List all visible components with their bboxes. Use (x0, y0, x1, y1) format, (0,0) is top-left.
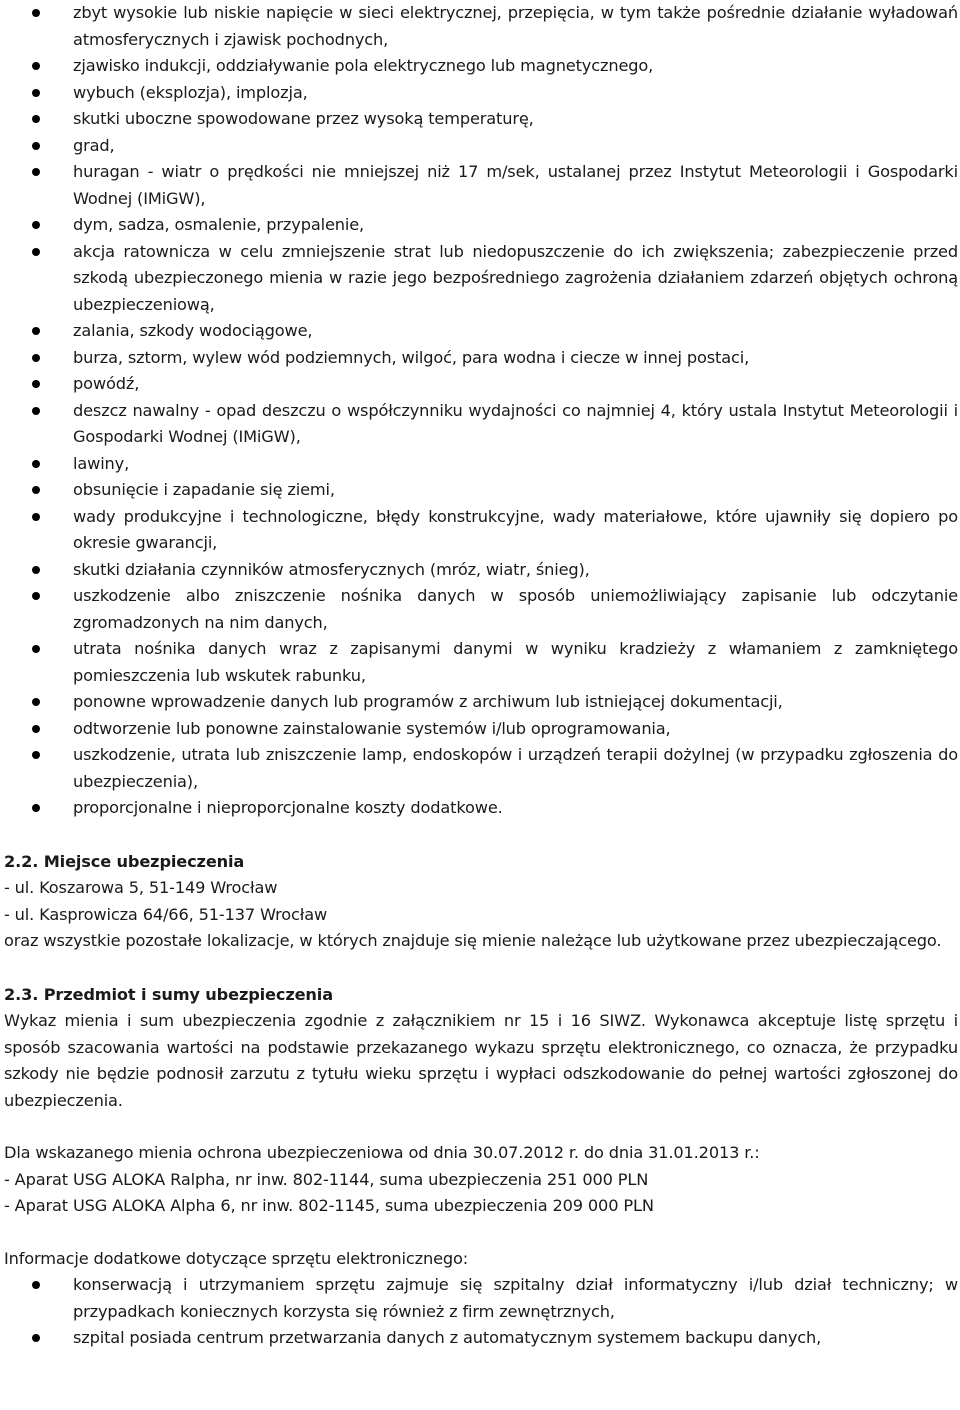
list-item: burza, sztorm, wylew wód podziemnych, wilgoć, para wodna i ciecze w innej postaci, (4, 345, 960, 372)
list-item: proporcjonalne i nieproporcjonalne koszty dodatkowe. (4, 795, 960, 822)
list-item: utrata nośnika danych wraz z zapisanymi danymi w wyniku kradzieży z włamaniem z zamkniętego pomieszczenia lub wskutek rabunku, (4, 636, 960, 689)
list-item: konserwacją i utrzymaniem sprzętu zajmuje się szpitalny dział informatyczny i/lub dział techniczny; w przypadkach koniecznych korzysta się również z firm zewnętrznych, (4, 1272, 960, 1325)
address-line: - ul. Koszarowa 5, 51-149 Wrocław (4, 878, 278, 897)
list-item: odtworzenie lub ponowne zainstalowanie systemów i/lub oprogramowania, (4, 716, 960, 743)
list-item: akcja ratownicza w celu zmniejszenie strat lub niedopuszczenie do ich zwiększenia; zabezpieczenie przed szkodą ubezpieczonego mienia w razie jego bezpośredniego zagrożenia działaniem zdarzeń objętych ochroną ubezpieczeniową, (4, 239, 960, 319)
list-item: wady produkcyjne i technologiczne, błędy konstrukcyjne, wady materiałowe, które ujawniły się dopiero po okresie gwarancji, (4, 504, 960, 557)
electronic-info-list (4, 1272, 960, 1352)
section-heading-location: 2.2. Miejsce ubezpieczenia (4, 851, 245, 871)
list-item: dym, sadza, osmalenie, przypalenie, (4, 212, 960, 239)
electronic-info-heading: Informacje dodatkowe dotyczące sprzętu elektronicznego: (4, 1248, 469, 1268)
insured-item: - Aparat USG ALOKA Ralpha, nr inw. 802-1144, suma ubezpieczenia 251 000 PLN (4, 1169, 649, 1189)
list-item: zalania, szkody wodociągowe, (4, 318, 960, 345)
other-locations-text: oraz wszystkie pozostałe lokalizacje, w których znajduje się mienie należące lub użytkowane przez ubezpieczającego. (4, 931, 942, 950)
list-item: powódź, (4, 371, 960, 398)
spacer (4, 822, 960, 849)
spacer (4, 1220, 960, 1246)
list-item: ponowne wprowadzenie danych lub programów z archiwum lub istniejącej dokumentacji, (4, 689, 960, 716)
list-item: wybuch (eksplozja), implozja, (4, 80, 960, 107)
list-item: uszkodzenie albo zniszczenie nośnika danych w sposób uniemożliwiający zapisanie lub odczytanie zgromadzonych na nim danych, (4, 583, 960, 636)
list-item: lawiny, (4, 451, 960, 478)
risks-list (4, 0, 960, 822)
spacer (4, 1114, 960, 1140)
list-item: szpital posiada centrum przetwarzania danych z automatycznym systemem backupu danych, (4, 1325, 960, 1352)
address-line: - ul. Kasprowicza 64/66, 51-137 Wrocław (4, 904, 328, 924)
list-item: uszkodzenie, utrata lub zniszczenie lamp, endoskopów i urządzeń terapii dożylnej (w przypadku zgłoszenia do ubezpieczenia), (4, 742, 960, 795)
subject-intro-text: Wykaz mienia i sum ubezpieczenia zgodnie z załącznikiem nr 15 i 16 SIWZ. Wykonawca akceptuje listę sprzętu i sposób szacowania wartości na podstawie przekazanego wykazu sprzętu elektronicznego, co oznacza, że przypadku szkody nie będzie podnosił zarzutu z tytułu wieku sprzętu i wypłaci odszkodowanie do pełnej wartości zgłoszonej do ubezpieczenia. (4, 1011, 958, 1110)
period-line: Dla wskazanego mienia ochrona ubezpieczeniowa od dnia 30.07.2012 r. do dnia 31.01.2013 r.: (4, 1143, 760, 1162)
section-heading-subject: 2.3. Przedmiot i sumy ubezpieczenia (4, 984, 333, 1004)
list-item: zjawisko indukcji, oddziaływanie pola elektrycznego lub magnetycznego, (4, 53, 960, 80)
list-item: skutki działania czynników atmosferycznych (mróz, wiatr, śnieg), (4, 557, 960, 584)
list-item: zbyt wysokie lub niskie napięcie w sieci elektrycznej, przepięcia, w tym także pośrednie działanie wyładowań atmosferycznych i zjawisk pochodnych, (4, 0, 960, 53)
insured-item: - Aparat USG ALOKA Alpha 6, nr inw. 802-1145, suma ubezpieczenia 209 000 PLN (4, 1196, 654, 1215)
list-item: grad, (4, 133, 960, 160)
list-item: deszcz nawalny - opad deszczu o współczynniku wydajności co najmniej 4, który ustala Instytut Meteorologii i Gospodarki Wodnej (IMiGW), (4, 398, 960, 451)
list-item: huragan - wiatr o prędkości nie mniejszej niż 17 m/sek, ustalanej przez Instytut Meteorologii i Gospodarki Wodnej (IMiGW), (4, 159, 960, 212)
spacer (4, 955, 960, 982)
list-item: skutki uboczne spowodowane przez wysoką temperaturę, (4, 106, 960, 133)
list-item: obsunięcie i zapadanie się ziemi, (4, 477, 960, 504)
